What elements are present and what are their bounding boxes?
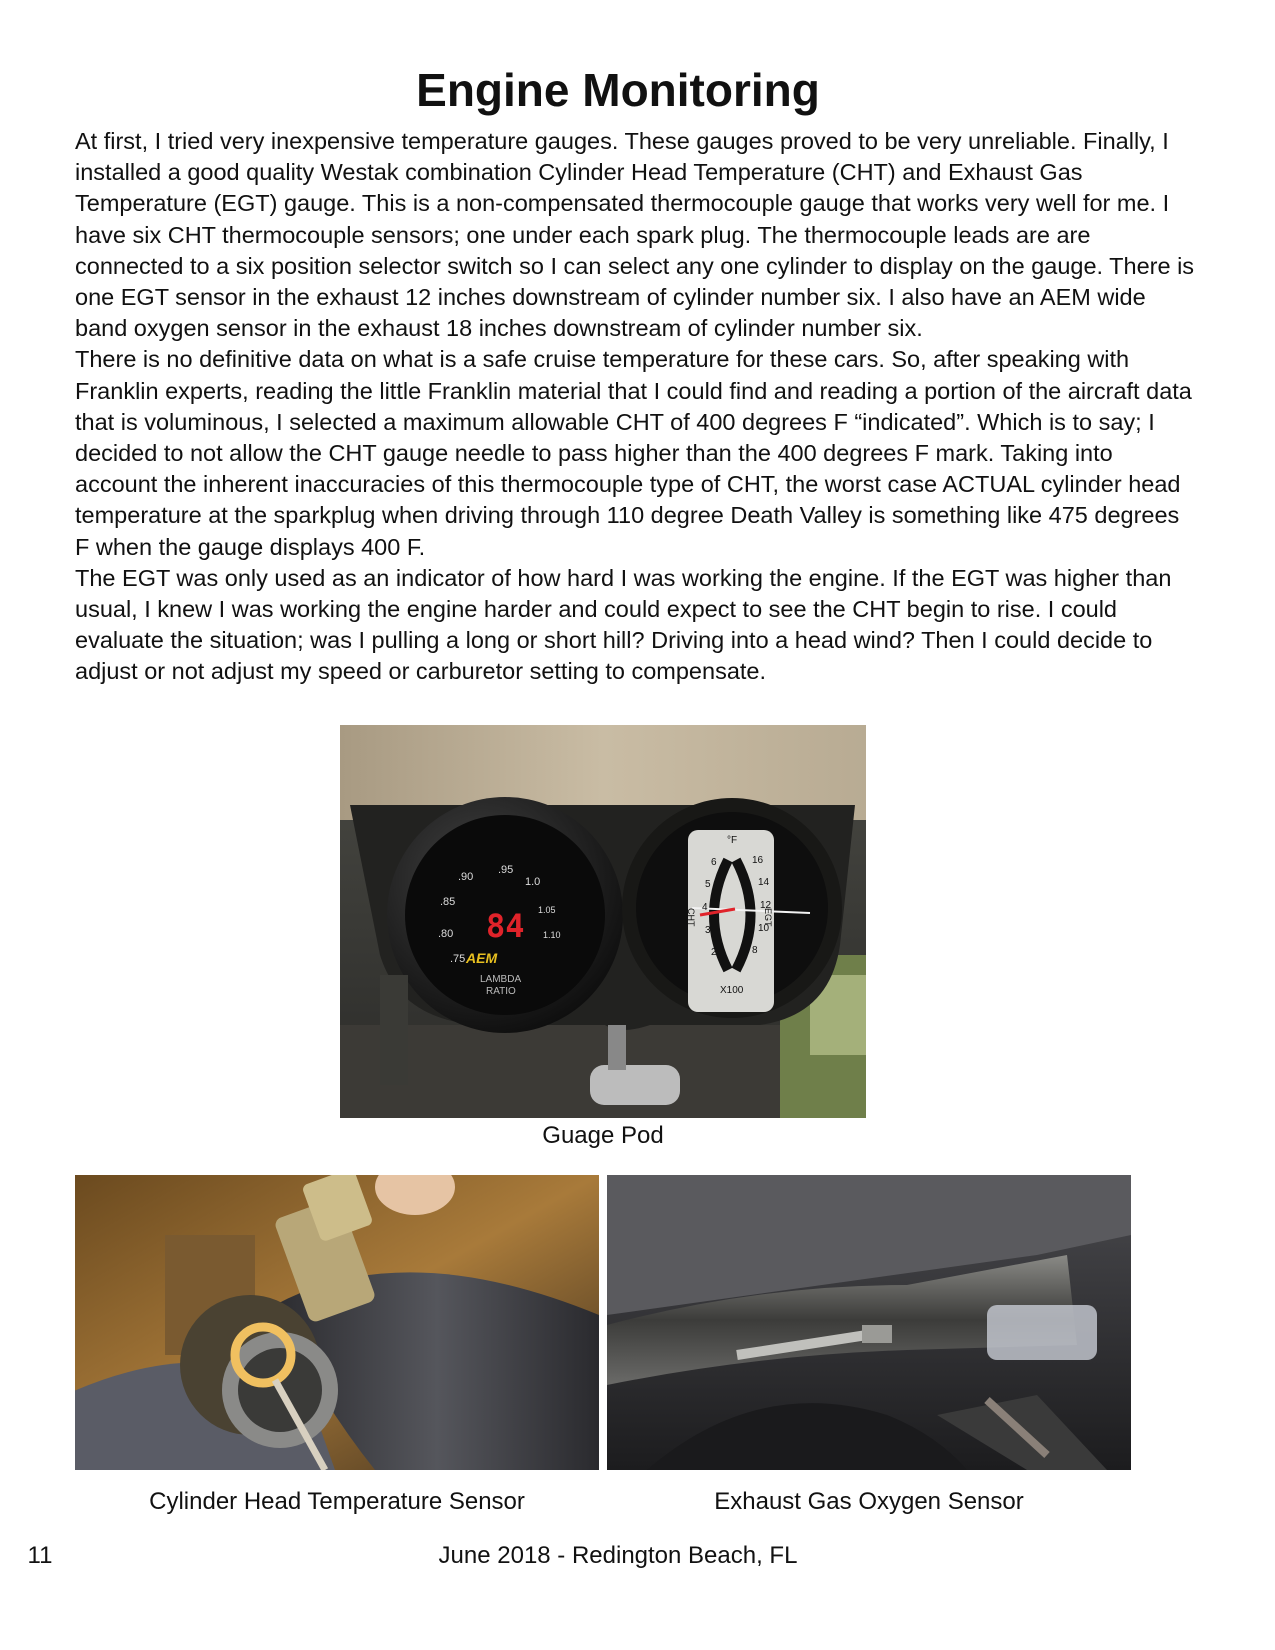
- cht-scale-2: 2: [711, 947, 717, 958]
- lambda-scale-95: .95: [498, 864, 514, 876]
- egt-scale-8: 8: [752, 945, 758, 956]
- aem-logo: AEM: [466, 950, 498, 966]
- egt-label: EGT: [763, 908, 773, 927]
- lambda-label: LAMBDA: [480, 974, 522, 985]
- egt-scale-16: 16: [752, 855, 764, 866]
- lambda-scale-90: .90: [458, 871, 474, 883]
- lambda-digital-readout: 84: [486, 907, 525, 945]
- cht-sensor-photo: [75, 1175, 599, 1470]
- article-body: [75, 126, 1195, 688]
- cht-label: CHT: [686, 908, 696, 927]
- cht-scale-4: 4: [702, 902, 708, 913]
- lambda-scale-1-10: 1.10: [543, 930, 561, 940]
- cht-sensor-caption: Cylinder Head Temperature Sensor: [149, 1488, 525, 1515]
- gauge-pod-illustration: [340, 725, 866, 1118]
- cht-scale-3: 3: [705, 925, 711, 936]
- oxygen-sensor-illustration: [607, 1175, 1131, 1470]
- egt-scale-14: 14: [758, 877, 770, 888]
- paragraph-cruise-temperature: There is no definitive data on what is a safe cruise temperature for these cars. So, after speaking with Franklin experts, reading the little Franklin material that I could find and reading a portion of the aircraft data that is voluminous, I selected a maximum allowable CHT of 400 degrees F “indicated”. Which is to say; I decided to not allow the CHT gauge needle to pass higher than the 400 degrees F mark. Taking into account the inherent inaccuracies of this thermocouple type of CHT, the worst case ACTUAL cylinder head temperature at the sparkplug when driving through 110 degree Death Valley is something like 475 degrees F when the gauge displays 400 F.: [75, 346, 1192, 560]
- paragraph-egt: The EGT was only used as an indicator of how hard I was working the engine. If the EGT was higher than usual, I knew I was working the engine harder and could expect to see the CHT begin to rise. I could evaluate the situation; was I pulling a long or short hill? Driving into a head wind? Then I could decide to adjust or not adjust my speed or carburetor setting to compensate.: [75, 564, 1172, 685]
- cht-scale-6: 6: [711, 857, 717, 868]
- page-title: Engine Monitoring: [416, 64, 820, 116]
- lambda-scale-1-05: 1.05: [538, 905, 556, 915]
- gauge-pod-photo: [340, 725, 866, 1118]
- egt-scale-10: 10: [758, 923, 770, 934]
- cht-scale-5: 5: [705, 879, 711, 890]
- ratio-label: RATIO: [486, 986, 516, 997]
- gauge-pod-caption: Guage Pod: [542, 1122, 664, 1149]
- lambda-scale-1-0: 1.0: [525, 876, 541, 888]
- multiplier-label: X100: [720, 985, 744, 996]
- lambda-scale-80: .80: [438, 928, 454, 940]
- oxygen-sensor-caption: Exhaust Gas Oxygen Sensor: [714, 1488, 1024, 1515]
- lambda-scale-75: .75: [450, 953, 466, 965]
- paragraph-intro: At first, I tried very inexpensive temperature gauges. These gauges proved to be very unreliable. Finally, I installed a good quality Westak combination Cylinder Head Temperature (CHT) and Exhaust Gas Temperature (EGT) gauge. This is a non-compensated thermocouple gauge that works very well for me. I have six CHT thermocouple sensors; one under each spark plug. The thermocouple leads are are connected to a six position selector switch so I can select any one cylinder to display on the gauge. There is one EGT sensor in the exhaust 12 inches downstream of cylinder number six. I also have an AEM wide band oxygen sensor in the exhaust 18 inches downstream of cylinder number six.: [75, 128, 1195, 342]
- temperature-unit: °F: [727, 835, 738, 846]
- cht-sensor-illustration: [75, 1175, 599, 1470]
- page-number: 11: [27, 1542, 53, 1569]
- oxygen-sensor-photo: [607, 1175, 1131, 1470]
- egt-scale-12: 12: [760, 900, 772, 911]
- footer-text: June 2018 - Redington Beach, FL: [438, 1542, 798, 1569]
- lambda-scale-85: .85: [440, 896, 456, 908]
